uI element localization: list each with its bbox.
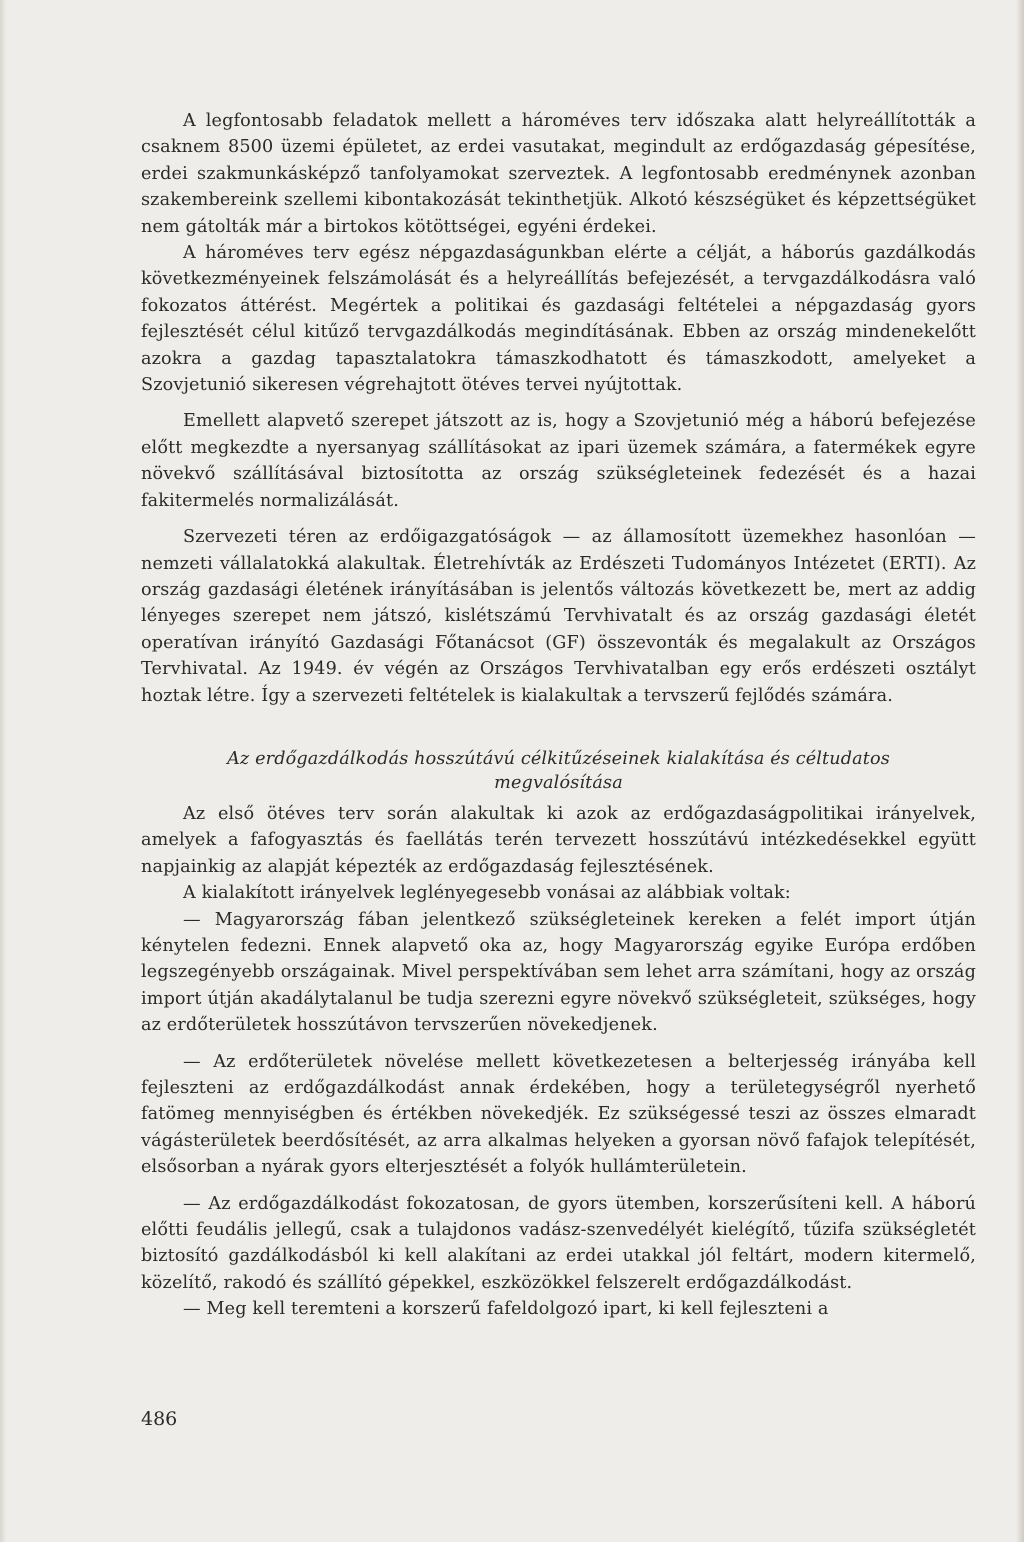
section-heading: Az erdőgazdálkodás hosszútávú célkitűzéseinek kialakítása és céltudatos megvalósítása (227, 748, 890, 793)
list-item-1: — Magyarország fában jelentkező szükségleteinek kereken a felét import útján kénytelen fedezni. Ennek alapvető oka az, hogy Magyarország egyike Európa erdőben legszegényebb országainak. Mivel perspektívában sem lehet arra számítani, hogy az ország import útján akadálytalanul be tudja szerezni egyre növekvő szükségleteit, szükséges, hogy az erdőterületek hosszútávon tervszerűen növekedjenek. (141, 909, 976, 1036)
paragraph-5: Az első ötéves terv során alakultak ki azok az erdőgazdaságpolitikai irányelvek, amelyek a fafogyasztás és faellátás terén tervezett hosszútávú intézkedésekkel együtt napjainkig az alapját képezték az erdőgazdaság fejlesztésének. (141, 803, 976, 877)
paragraph-2: A hároméves terv egész népgazdaságunkban elérte a célját, a háborús gazdálkodás következményeinek felszámolását és a helyreállítás befejezését, a tervgazdálkodásra való fokozatos áttérést. Megértek a politikai és gazdasági feltételei a népgazdaság gyors fejlesztését célul kitűző tervgazdálkodás megindításának. Ebben az ország mindenekelőtt azokra a gazdag tapasztalatokra támaszkodhatott és támaszkodott, amelyeket a Szovjetunió sikeresen végrehajtott ötéves tervei nyújtottak. (141, 243, 976, 396)
page-edge-shadow-left (0, 0, 6, 1542)
paragraph-6: A kialakított irányelvek leglényegesebb vonásai az alábbiak voltak: (183, 883, 791, 904)
list-item-2: — Az erdőterületek növelése mellett következetesen a belterjesség irányába kell fejleszteni az erdőgazdálkodást annak érdekében, hogy a területegységről nyerhető fatömeg mennyiségben és értékben növekedjék. Ez szükségessé teszi az összes elmaradt vágásterületek beerdősítését, az arra alkalmas helyeken a gyorsan növő fafajok telepítését, elsősorban a nyárak gyors elterjesztését a folyók hullámterületein. (141, 1051, 976, 1178)
list-item-4: — Meg kell teremteni a korszerű fafeldolgozó ipart, ki kell fejleszteni a (183, 1299, 829, 1320)
list-item-3: — Az erdőgazdálkodást fokozatosan, de gyors ütemben, korszerűsíteni kell. A háború előtti feudális jellegű, csak a tulajdonos vadász-szenvedélyét kielégítő, tűzifa szükségletét biztosító gazdálkodásból ki kell alakítani az erdei utakkal jól feltárt, modern kitermelő, közelítő, rakodó és szállító gépekkel, eszközökkel felszerelt erdőgazdálkodást. (141, 1193, 976, 1293)
page-edge-shadow-right (1016, 0, 1024, 1542)
paragraph-1: A legfontosabb feladatok mellett a hároméves terv időszaka alatt helyreállították a csaknem 8500 üzemi épületet, az erdei vasutakat, megindult az erdőgazdaság gépesítése, erdei szakmunkásképző tanfolyamokat szerveztek. A legfontosabb eredménynek azonban szakembereink szellemi kibontakozását tekinthetjük. Alkotó készségüket és képzettségüket nem gátolták már a birtokos kötöttségei, egyéni érdekei. (141, 111, 976, 237)
page-number: 486 (141, 1408, 178, 1430)
paragraph-3: Emellett alapvető szerepet játszott az is, hogy a Szovjetunió még a háború befejezése előtt megkezdte a nyersanyag szállításokat az ipari üzemek számára, a fatermékek egyre növekvő szállításával biztosította az ország szükségleteinek fedezését és a hazai fakitermelés normalizálását. (141, 411, 976, 511)
paragraph-4: Szervezeti téren az erdőigazgatóságok — az államosított üzemekhez hasonlóan — nemzeti vállalatokká alakultak. Életrehívták az Erdészeti Tudományos Intézetet (ERTI). Az ország gazdasági életének irányításában is jelentős változás következett be, mert az addig lényeges szerepet nem játszó, kislétszámú Tervhivatalt és az ország gazdasági életét operatívan irányító Gazdasági Főtanácsot (GF) összevonták és megalakult az Országos Tervhivatal. Az 1949. év végén az Országos Tervhivatalban egy erős erdészeti osztályt hoztak létre. Így a szervezeti feltételek is kialakultak a tervszerű fejlődés számára. (141, 527, 976, 706)
body-text (141, 108, 976, 1323)
